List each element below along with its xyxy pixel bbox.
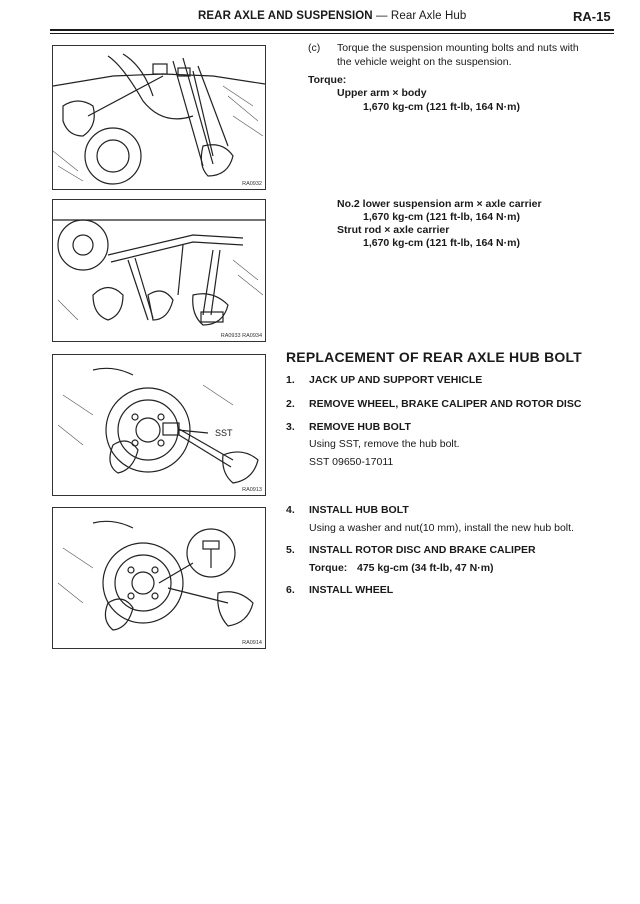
figure-lower-arm-illustration	[53, 200, 265, 341]
figure-upper-arm-illustration	[53, 46, 265, 189]
step-title: REMOVE HUB BOLT	[309, 421, 411, 433]
torque-item-value: 1,670 kg-cm (121 ft-lb, 164 N·m)	[363, 237, 520, 249]
torque-item-part: Strut rod × axle carrier	[337, 224, 450, 236]
sst-label: SST	[215, 428, 233, 438]
step-number: 3.	[286, 421, 295, 433]
step-torque-label: Torque:	[309, 562, 348, 574]
figure-remove-hub-bolt	[52, 354, 266, 496]
step-title: INSTALL ROTOR DISC AND BRAKE CALIPER	[309, 544, 536, 556]
step-torque-value: 475 kg-cm (34 ft-lb, 47 N·m)	[357, 562, 494, 574]
step-number: 4.	[286, 504, 295, 516]
header-rule-thin	[50, 33, 614, 34]
figure-install-hub-bolt	[52, 507, 266, 649]
step-title: INSTALL WHEEL	[309, 584, 394, 596]
header-section: REAR AXLE AND SUSPENSION	[198, 10, 373, 22]
figure-code: RA0913	[242, 487, 262, 493]
step-c-marker: (c)	[308, 42, 321, 54]
header-rule	[50, 29, 614, 31]
step-c-line2: the vehicle weight on the suspension.	[337, 56, 512, 68]
torque-item-value: 1,670 kg-cm (121 ft-lb, 164 N·m)	[363, 211, 520, 223]
figure-upper-arm-torque	[52, 45, 266, 190]
step-title: REMOVE WHEEL, BRAKE CALIPER AND ROTOR DISC	[309, 398, 582, 410]
step-number: 2.	[286, 398, 295, 410]
step-text: Using SST, remove the hub bolt.	[309, 438, 460, 450]
figure-lower-arm-torque	[52, 199, 266, 342]
step-text: Using a washer and nut(10 mm), install the new hub bolt.	[309, 522, 574, 534]
torque-item-part: Upper arm × body	[337, 87, 427, 99]
step-c-line1: Torque the suspension mounting bolts and nuts with	[337, 42, 579, 54]
sst-number: SST 09650-17011	[309, 456, 394, 468]
step-number: 1.	[286, 374, 295, 386]
header-subsection: Rear Axle Hub	[390, 10, 467, 22]
torque-item-value: 1,670 kg-cm (121 ft-lb, 164 N·m)	[363, 101, 520, 113]
page-header-title	[198, 10, 466, 22]
figure-code: RA0932	[242, 181, 262, 187]
step-c-torque-label: Torque:	[308, 74, 347, 86]
step-title: JACK UP AND SUPPORT VEHICLE	[309, 374, 483, 386]
figure-hub-bolt-removal-illustration	[53, 355, 265, 495]
page-number: RA-15	[573, 9, 611, 24]
step-title: INSTALL HUB BOLT	[309, 504, 409, 516]
header-dash: —	[376, 10, 388, 22]
section-title: REPLACEMENT OF REAR AXLE HUB BOLT	[286, 349, 582, 365]
figure-code: RA0914	[242, 640, 262, 646]
torque-item-part: No.2 lower suspension arm × axle carrier	[337, 198, 542, 210]
step-number: 6.	[286, 584, 295, 596]
figure-hub-bolt-install-illustration	[53, 508, 265, 648]
figure-code: RA0933 RA0934	[220, 333, 262, 339]
step-number: 5.	[286, 544, 295, 556]
